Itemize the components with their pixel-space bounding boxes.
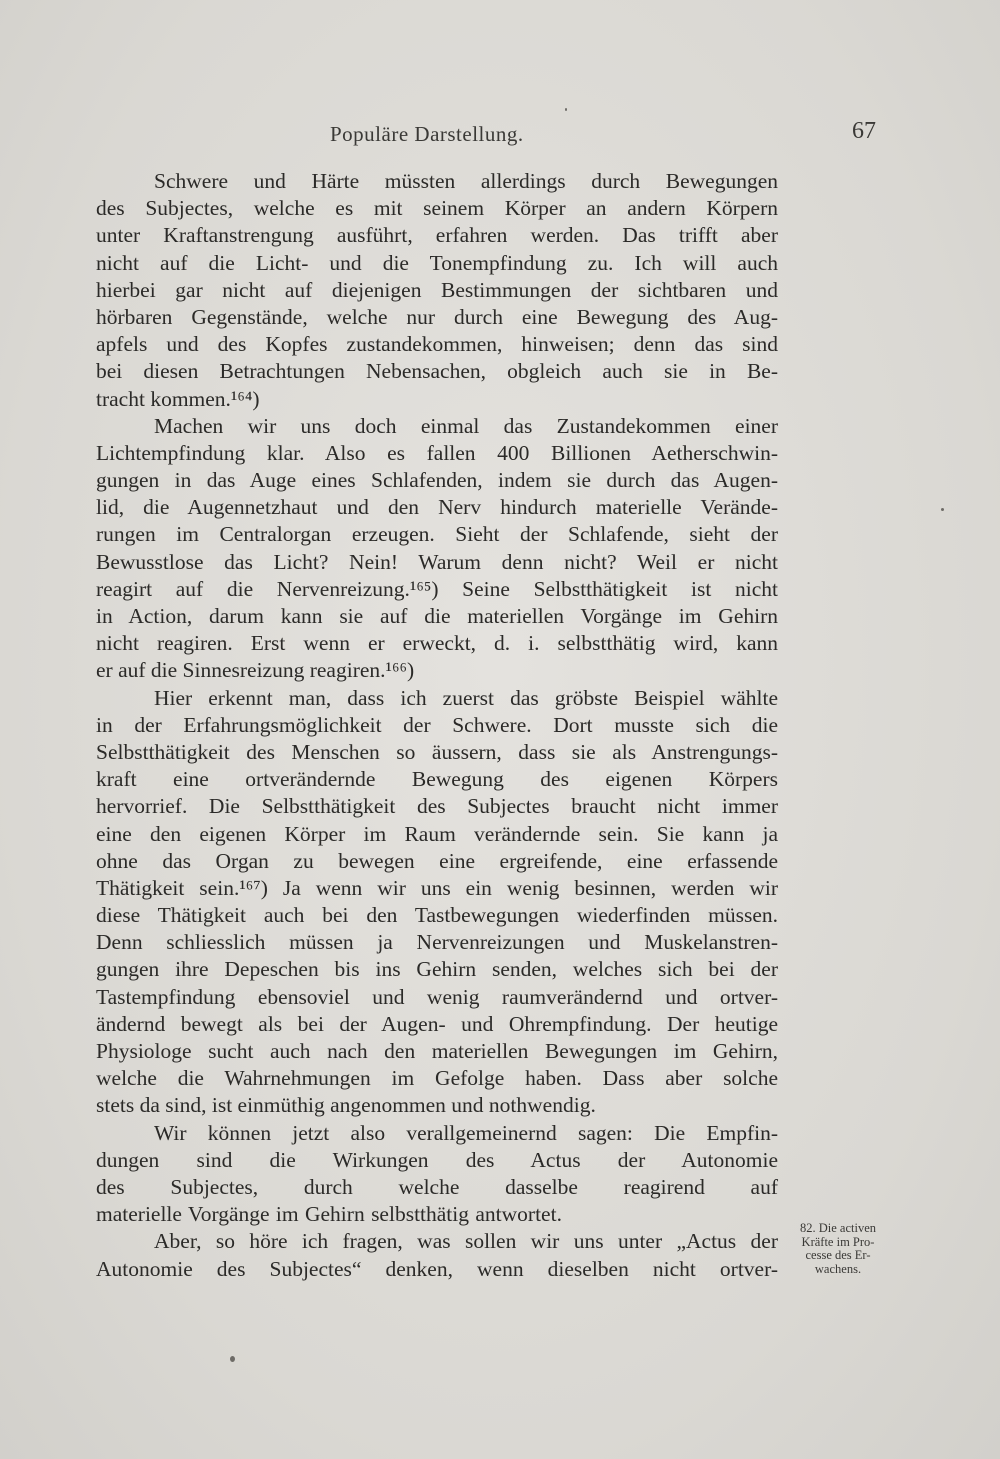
text-line: hervorrief. Die Selbstthätigkeit des Subjectes braucht nicht immer bbox=[96, 794, 778, 819]
text-line: Tastempfindung ebensoviel und wenig raumverändernd und ortver- bbox=[96, 984, 778, 1009]
margin-note-line: Kräfte im Pro- bbox=[801, 1234, 875, 1249]
body-text bbox=[96, 168, 778, 1283]
text-line: Selbstthätigkeit des Menschen so äussern, dass sie als Anstrengungs- bbox=[96, 739, 778, 764]
running-title: Populäre Darstellung. bbox=[330, 122, 524, 146]
text-line: Machen wir uns doch einmal das Zustandekommen einer bbox=[154, 413, 778, 438]
text-line: unter Kraftanstrengung ausführt, erfahren werden. Das trifft aber bbox=[96, 223, 778, 248]
text-line: Denn schliesslich müssen ja Nervenreizungen und Muskelanstren- bbox=[96, 930, 778, 955]
margin-note bbox=[778, 1222, 898, 1276]
text-line: Bewusstlose das Licht? Nein! Warum denn nicht? Weil er nicht bbox=[96, 549, 778, 574]
text-line: Schwere und Härte müssten allerdings durch Bewegungen bbox=[154, 169, 778, 193]
text-line: welche die Wahrnehmungen im Gefolge haben. Dass aber solche bbox=[96, 1066, 778, 1091]
text-line: dungen sind die Wirkungen des Actus der Autonomie bbox=[96, 1147, 778, 1172]
margin-note-line: cesse des Er- bbox=[805, 1248, 871, 1262]
text-line: Aber, so höre ich fragen, was sollen wir uns unter „Actus der bbox=[154, 1229, 778, 1254]
text-line: tracht kommen.¹⁶⁴) bbox=[96, 386, 260, 411]
text-line: materielle Vorgänge im Gehirn selbstthätig antwortet. bbox=[96, 1202, 562, 1227]
text-line: diese Thätigkeit auch bei den Tastbewegungen wiederfinden müssen. bbox=[96, 903, 778, 928]
text-line: reagirt auf die Nervenreizung.¹⁶⁵) Seine Selbstthätigkeit ist nicht bbox=[96, 576, 778, 601]
text-line: Lichtempfindung klar. Also es fallen 400 Billionen Aetherschwin- bbox=[96, 440, 778, 465]
text-line: bei diesen Betrachtungen Nebensachen, obgleich auch sie in Be- bbox=[96, 359, 778, 384]
text-line: in Action, darum kann sie auf die materiellen Vorgänge im Gehirn bbox=[96, 604, 778, 628]
text-line: gungen in das Auge eines Schlafenden, indem sie durch das Augen- bbox=[96, 468, 778, 493]
text-line: Physiologe sucht auch nach den materiellen Bewegungen im Gehirn, bbox=[96, 1039, 778, 1063]
text-line: Autonomie des Subjectes“ denken, wenn dieselben nicht ortver- bbox=[96, 1256, 778, 1281]
text-line: stets da sind, ist einmüthig angenommen und nothwendig. bbox=[96, 1093, 596, 1118]
margin-note-line: wachens. bbox=[814, 1261, 862, 1276]
text-line: gungen ihre Depeschen bis ins Gehirn senden, welches sich bei der bbox=[96, 957, 778, 982]
text-line: ohne das Organ zu bewegen eine ergreifende, eine erfassende bbox=[96, 848, 778, 873]
text-line: Hier erkennt man, dass ich zuerst das gröbste Beispiel wählte bbox=[154, 685, 778, 710]
text-line: in der Erfahrungsmöglichkeit der Schwere. Dort musste sich die bbox=[96, 712, 778, 737]
text-line: eine den eigenen Körper im Raum verändernde sein. Sie kann ja bbox=[96, 821, 778, 846]
text-line: nicht reagiren. Erst wenn er erweckt, d. i. selbstthätig wird, kann bbox=[96, 631, 778, 656]
text-line: kraft eine ortverändernde Bewegung des eigenen Körpers bbox=[96, 767, 778, 792]
page-number: 67 bbox=[852, 118, 876, 144]
paper-speck bbox=[565, 108, 567, 111]
text-line: ändernd bewegt als bei der Augen- und Ohrempfindung. Der heutige bbox=[96, 1011, 778, 1036]
text-line: apfels und des Kopfes zustandekommen, hinweisen; denn das sind bbox=[96, 332, 778, 357]
text-line: rungen im Centralorgan erzeugen. Sieht der Schlafende, sieht der bbox=[96, 522, 778, 547]
text-line: nicht auf die Licht- und die Tonempfindung zu. Ich will auch bbox=[96, 250, 778, 275]
text-line: des Subjectes, durch welche dasselbe reagirend auf bbox=[96, 1174, 778, 1199]
margin-note-line: 82. Die activen bbox=[799, 1221, 876, 1235]
text-line: Wir können jetzt also verallgemeinernd sagen: Die Empfin- bbox=[154, 1120, 778, 1145]
text-line: Thätigkeit sein.¹⁶⁷) Ja wenn wir uns ein wenig besinnen, werden wir bbox=[96, 875, 778, 900]
paper-speck bbox=[230, 1356, 235, 1362]
text-line: hierbei gar nicht auf diejenigen Bestimmungen der sichtbaren und bbox=[96, 277, 778, 302]
text-line: er auf die Sinnesreizung reagiren.¹⁶⁶) bbox=[96, 658, 415, 683]
text-line: des Subjectes, welche es mit seinem Körper an andern Körpern bbox=[96, 196, 778, 221]
paper-speck bbox=[941, 508, 944, 511]
text-line: hörbaren Gegenstände, welche nur durch eine Bewegung des Aug- bbox=[96, 304, 778, 329]
text-line: lid, die Augennetzhaut und den Nerv hindurch materielle Verände- bbox=[96, 495, 778, 520]
